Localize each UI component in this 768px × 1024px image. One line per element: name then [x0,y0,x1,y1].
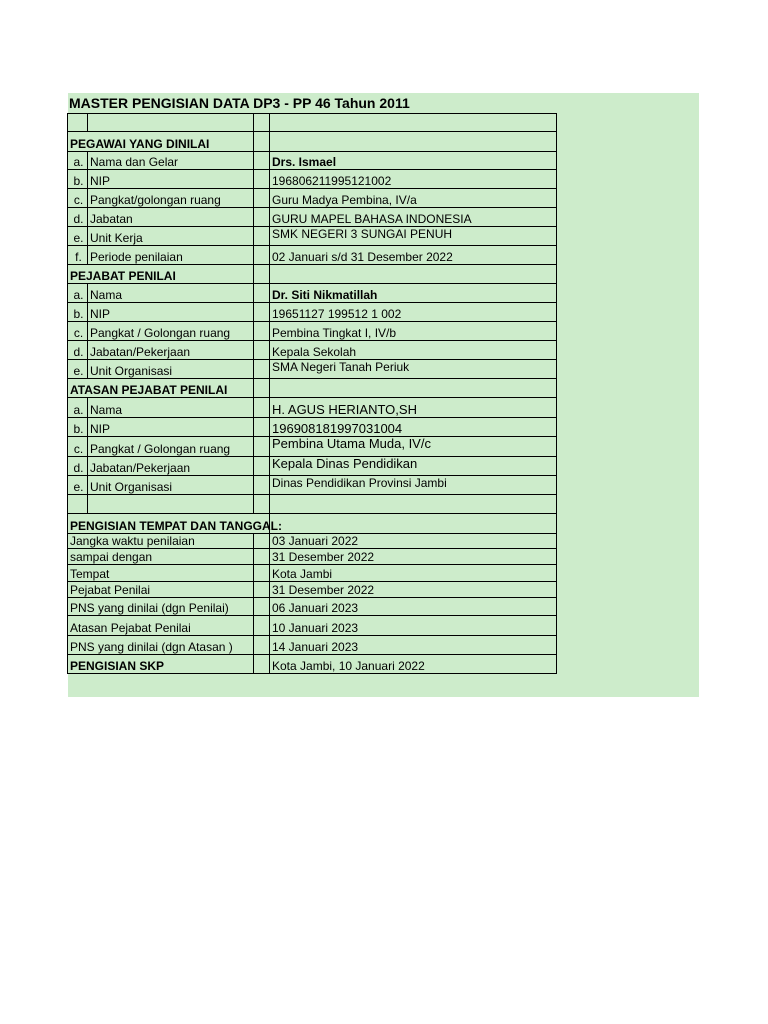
cell[interactable] [270,265,557,284]
cell[interactable] [254,152,270,170]
table-row [68,284,557,303]
row-label[interactable]: Pangkat / Golongan ruang [88,322,254,341]
table-row [68,152,557,170]
table-row [68,655,557,674]
cell[interactable] [254,265,270,284]
row-label[interactable]: Atasan Pejabat Penilai [68,616,254,636]
row-label[interactable]: Periode penilaian [88,246,254,265]
row-letter[interactable]: d. [68,341,88,360]
cell[interactable] [254,582,270,598]
row-value[interactable]: SMK NEGERI 3 SUNGAI PENUH [270,227,557,246]
row-value[interactable]: Pembina Utama Muda, IV/c [270,437,557,457]
table-row [68,457,557,476]
table-row [68,598,557,616]
cell[interactable] [254,208,270,227]
row-value[interactable]: 02 Januari s/d 31 Desember 2022 [270,246,557,265]
cell[interactable] [254,246,270,265]
cell[interactable] [68,114,88,132]
table-row [68,341,557,360]
row-value[interactable]: Drs. Ismael [270,152,557,170]
row-value[interactable]: GURU MAPEL BAHASA INDONESIA [270,208,557,227]
row-label[interactable]: Jabatan/Pekerjaan [88,457,254,476]
cell[interactable] [254,418,270,437]
cell[interactable] [88,495,254,514]
row-letter[interactable]: c. [68,189,88,208]
table-row [68,549,557,565]
row-letter[interactable]: a. [68,398,88,418]
row-letter[interactable]: b. [68,170,88,189]
cell[interactable] [254,114,270,132]
row-value[interactable]: Pembina Tingkat I, IV/b [270,322,557,341]
cell[interactable] [254,598,270,616]
grid-row [68,495,557,514]
table-row [68,189,557,208]
row-label[interactable]: Jabatan [88,208,254,227]
table-row [68,616,557,636]
row-value[interactable]: 14 Januari 2023 [270,636,557,655]
row-letter[interactable]: e. [68,476,88,495]
cell[interactable] [270,132,557,152]
table-row [68,565,557,582]
table-row [68,227,557,246]
row-label[interactable]: PNS yang dinilai (dgn Atasan ) [68,636,254,655]
row-value[interactable]: 196908181997031004 [270,418,557,437]
row-value[interactable]: H. AGUS HERIANTO,SH [270,398,557,418]
row-label[interactable]: NIP [88,170,254,189]
table-row [68,418,557,437]
cell[interactable] [254,534,270,549]
section-heading-atasan[interactable]: ATASAN PEJABAT PENILAI [68,379,254,398]
cell[interactable] [254,284,270,303]
section-header-row [68,265,557,284]
row-letter[interactable]: c. [68,437,88,457]
row-value[interactable]: Guru Madya Pembina, IV/a [270,189,557,208]
cell[interactable] [270,114,557,132]
row-letter[interactable]: a. [68,284,88,303]
cell[interactable] [254,227,270,246]
cell[interactable] [254,476,270,495]
cell[interactable] [254,457,270,476]
cell[interactable] [254,549,270,565]
cell[interactable] [254,437,270,457]
row-label[interactable]: NIP [88,418,254,437]
row-value[interactable]: 196806211995121002 [270,170,557,189]
row-label[interactable]: Pangkat / Golongan ruang [88,437,254,457]
row-label[interactable]: Unit Organisasi [88,360,254,379]
row-value[interactable]: Dr. Siti Nikmatillah [270,284,557,303]
cell[interactable] [68,495,88,514]
row-letter[interactable]: e. [68,360,88,379]
grid-row [68,114,557,132]
table-row [68,322,557,341]
row-label[interactable]: Jangka waktu penilaian [68,534,254,549]
row-label[interactable]: Pejabat Penilai [68,582,254,598]
row-letter[interactable]: b. [68,303,88,322]
table-row [68,534,557,549]
cell[interactable] [254,303,270,322]
row-value[interactable]: SMA Negeri Tanah Periuk [270,360,557,379]
data-grid [67,113,557,674]
cell[interactable] [88,114,254,132]
row-value[interactable]: Kepala Dinas Pendidikan [270,457,557,476]
section-header-row [68,132,557,152]
row-label[interactable]: Nama dan Gelar [88,152,254,170]
row-value[interactable]: 03 Januari 2022 [270,534,557,549]
row-letter[interactable]: d. [68,457,88,476]
section-header-row [68,514,557,534]
row-label[interactable]: Pangkat/golongan ruang [88,189,254,208]
row-label[interactable]: Unit Organisasi [88,476,254,495]
row-letter[interactable]: c. [68,322,88,341]
row-label[interactable]: Nama [88,398,254,418]
cell[interactable] [254,189,270,208]
table-row [68,246,557,265]
table-row [68,437,557,457]
cell[interactable] [270,379,557,398]
row-value[interactable]: 10 Januari 2023 [270,616,557,636]
table-row [68,360,557,379]
cell[interactable] [254,360,270,379]
row-label[interactable]: Jabatan/Pekerjaan [88,341,254,360]
row-value[interactable]: 06 Januari 2023 [270,598,557,616]
cell[interactable] [254,655,270,674]
row-label[interactable]: NIP [88,303,254,322]
table-row [68,170,557,189]
cell[interactable] [254,170,270,189]
row-label[interactable]: sampai dengan [68,549,254,565]
cell[interactable] [254,636,270,655]
row-value[interactable]: Kepala Sekolah [270,341,557,360]
cell[interactable] [254,398,270,418]
cell[interactable] [254,132,270,152]
row-value[interactable]: 31 Desember 2022 [270,582,557,598]
cell[interactable] [254,616,270,636]
row-letter[interactable]: f. [68,246,88,265]
table-row [68,208,557,227]
row-value[interactable]: Kota Jambi [270,565,557,582]
row-letter[interactable]: a. [68,152,88,170]
table-row [68,582,557,598]
table-row [68,636,557,655]
skp-label[interactable]: PENGISIAN SKP [68,655,254,674]
row-letter[interactable]: d. [68,208,88,227]
cell[interactable] [254,341,270,360]
table-row [68,476,557,495]
cell[interactable] [254,322,270,341]
row-letter[interactable]: b. [68,418,88,437]
row-label[interactable]: Tempat [68,565,254,582]
row-label[interactable]: Unit Kerja [88,227,254,246]
cell[interactable] [270,514,557,534]
row-value[interactable]: 31 Desember 2022 [270,549,557,565]
row-label[interactable]: Nama [88,284,254,303]
cell[interactable] [254,495,270,514]
cell[interactable] [254,379,270,398]
row-label[interactable]: PNS yang dinilai (dgn Penilai) [68,598,254,616]
row-value[interactable]: 19651127 199512 1 002 [270,303,557,322]
table-row [68,303,557,322]
section-heading-pengisian[interactable]: PENGISIAN TEMPAT DAN TANGGAL: [68,514,270,534]
skp-value[interactable]: Kota Jambi, 10 Januari 2022 [270,655,557,674]
table-row [68,398,557,418]
page-title: MASTER PENGISIAN DATA DP3 - PP 46 Tahun 2011 [69,95,410,111]
section-header-row [68,379,557,398]
cell[interactable] [270,495,557,514]
cell[interactable] [254,565,270,582]
section-heading-pejabat[interactable]: PEJABAT PENILAI [68,265,254,284]
row-value[interactable]: Dinas Pendidikan Provinsi Jambi [270,476,557,495]
section-heading-pegawai[interactable]: PEGAWAI YANG DINILAI [68,132,254,152]
row-letter[interactable]: e. [68,227,88,246]
